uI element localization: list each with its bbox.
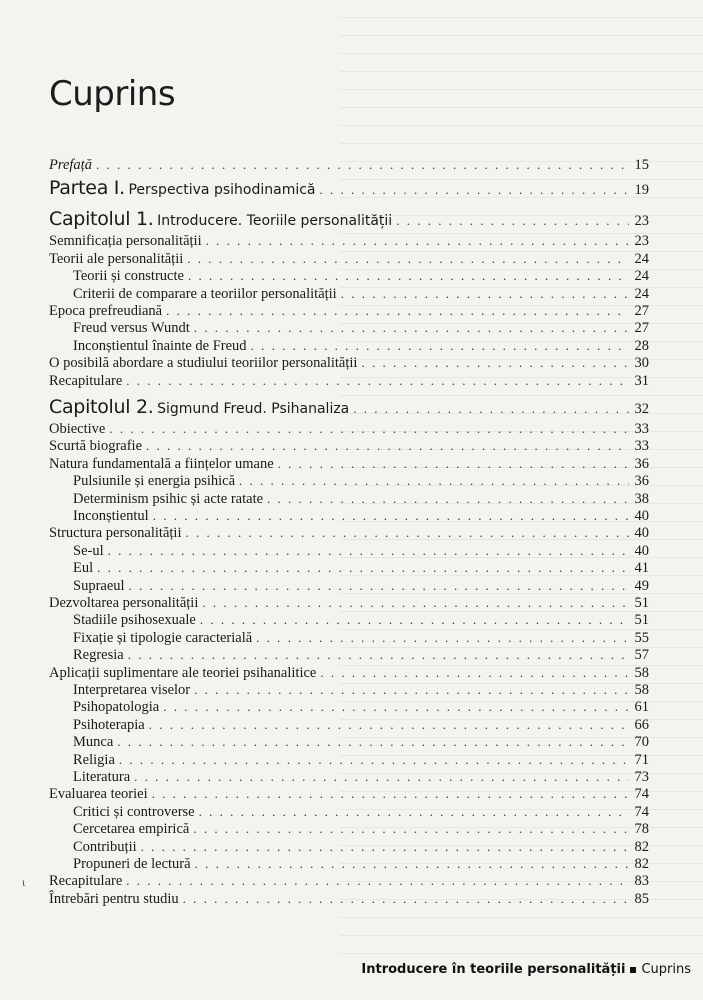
dot-leader — [185, 524, 629, 542]
toc-entry-label: Structura personalității — [49, 525, 182, 542]
toc-entry-label — [49, 398, 349, 418]
toc-entry[interactable] — [49, 232, 649, 250]
toc-page-number: 24 — [634, 250, 649, 267]
toc-entry[interactable] — [49, 559, 649, 577]
toc-entry-label: Psihoterapia — [73, 716, 145, 733]
dot-leader — [202, 594, 629, 612]
toc-entry-label: Se-ul — [73, 542, 104, 559]
toc-page-number: 51 — [634, 612, 649, 629]
toc-entry-label: Freud versus Wundt — [73, 320, 190, 337]
dot-leader — [194, 681, 629, 699]
dot-leader — [152, 785, 629, 803]
toc-entry-label: Aplicații suplimentare ale teoriei psihanalitice — [49, 664, 317, 681]
toc-page-number: 40 — [634, 525, 649, 542]
toc-heading-number: Capitolul 1. — [49, 208, 154, 231]
toc-entry-label — [49, 210, 392, 230]
dot-leader — [166, 302, 629, 320]
toc-entry[interactable] — [49, 398, 649, 418]
dot-leader — [128, 646, 629, 664]
toc-page-number: 23 — [634, 213, 649, 230]
toc-entry[interactable] — [49, 890, 649, 908]
toc-page-number: 33 — [634, 421, 649, 437]
dot-leader — [129, 577, 629, 595]
toc-entry-label: Inconștientul — [73, 508, 149, 524]
dot-leader — [149, 716, 629, 734]
toc-entry[interactable] — [49, 751, 649, 769]
toc-entry[interactable] — [49, 179, 649, 199]
dot-leader — [141, 838, 629, 856]
dot-leader — [146, 437, 629, 455]
toc-entry[interactable] — [49, 542, 649, 560]
toc-page-number: 82 — [634, 856, 649, 872]
toc-page-number: 27 — [634, 320, 649, 337]
dot-leader — [361, 354, 629, 372]
toc-entry-label: Interpretarea viselor — [73, 682, 191, 698]
toc-page-number: 51 — [634, 595, 649, 611]
toc-entry-label: Semnificația personalității — [49, 233, 202, 250]
toc-page-number: 23 — [634, 233, 649, 250]
footer-section-name: Cuprins — [641, 962, 691, 977]
toc-page-number: 66 — [634, 716, 649, 733]
toc-page-number: 85 — [634, 890, 649, 907]
dot-leader — [193, 820, 629, 838]
toc-page-number: 19 — [634, 182, 649, 199]
toc-entry[interactable] — [49, 820, 649, 838]
toc-page-number: 58 — [634, 664, 649, 681]
toc-entry[interactable] — [49, 838, 649, 856]
dot-leader — [267, 490, 629, 508]
toc-entry[interactable] — [49, 210, 649, 230]
dot-leader — [134, 768, 629, 786]
toc-entry[interactable] — [49, 664, 649, 682]
toc-entry-label: Stadiile psihosexuale — [73, 612, 196, 629]
toc-entry[interactable] — [49, 681, 649, 699]
toc-page-number: 49 — [634, 577, 649, 594]
toc-page-number: 41 — [634, 560, 649, 577]
toc-page-number: 28 — [634, 337, 649, 354]
toc-entry-label: Supraeul — [73, 577, 125, 594]
toc-page-number: 31 — [634, 372, 649, 389]
dot-leader — [251, 337, 629, 355]
toc-entry[interactable] — [49, 803, 649, 821]
margin-mark: ι — [22, 875, 26, 889]
toc-page-number: 27 — [634, 303, 649, 319]
toc-entry-label: Prefață — [49, 157, 92, 173]
toc-entry[interactable] — [49, 524, 649, 542]
toc-entry-label: Cercetarea empirică — [73, 821, 190, 838]
toc-page-number: 30 — [634, 355, 649, 372]
toc-page-number: 82 — [634, 838, 649, 855]
toc-entry[interactable] — [49, 319, 649, 337]
toc-entry[interactable] — [49, 872, 649, 890]
toc-entry[interactable] — [49, 577, 649, 595]
toc-entry[interactable] — [49, 785, 649, 803]
toc-heading-title: Perspectiva psihodinamică — [128, 182, 316, 199]
toc-entry-label: Teorii ale personalității — [49, 250, 184, 267]
toc-heading-title: Introducere. Teoriile personalității — [157, 213, 393, 230]
toc-heading-number: Capitolul 2. — [49, 396, 154, 418]
toc-entry[interactable] — [49, 267, 649, 285]
toc-entry-label — [49, 179, 316, 199]
toc-page-number: 83 — [634, 873, 649, 890]
toc-entry[interactable] — [49, 420, 649, 438]
toc-entry-label: Evaluarea teoriei — [49, 786, 148, 803]
toc-entry-label: Scurtă biografie — [49, 438, 143, 455]
toc-entry-label: Recapitulare — [49, 873, 123, 890]
toc-entry-label: Psihopatologia — [73, 699, 160, 716]
dot-leader — [126, 372, 629, 390]
toc-entry-label: Obiective — [49, 421, 106, 437]
toc-page-number: 57 — [634, 647, 649, 664]
toc-entry[interactable] — [49, 716, 649, 734]
toc-entry[interactable] — [49, 629, 649, 647]
dot-leader — [194, 319, 629, 337]
toc-entry[interactable] — [49, 337, 649, 355]
toc-entry[interactable] — [49, 611, 649, 629]
dot-leader — [199, 803, 629, 821]
dot-leader — [108, 542, 629, 560]
dot-leader — [117, 733, 629, 751]
toc-entry[interactable] — [49, 372, 649, 390]
square-separator-icon — [630, 967, 636, 973]
toc-page-number: 38 — [634, 490, 649, 507]
dot-leader — [109, 420, 629, 438]
toc-entry-label: Religia — [73, 751, 115, 768]
toc-page-number: 78 — [634, 821, 649, 838]
toc-entry-label: Pulsiunile și energia psihică — [73, 473, 236, 490]
toc-page-number: 32 — [634, 401, 649, 417]
page-title: Cuprins — [49, 74, 176, 114]
footer-book-title: Introducere în teoriile personalității — [361, 962, 626, 977]
toc-entry-label: Inconștientul înainte de Freud — [73, 337, 247, 354]
dot-leader — [239, 472, 629, 490]
toc-page-number: 74 — [634, 786, 649, 803]
toc-page-number: 40 — [634, 508, 649, 524]
toc-entry[interactable] — [49, 768, 649, 786]
dot-leader — [341, 285, 629, 303]
dot-leader — [119, 751, 629, 769]
toc-page-number: 71 — [634, 751, 649, 768]
toc-heading-title: Sigmund Freud. Psihanaliza — [157, 401, 350, 417]
toc-entry[interactable] — [49, 354, 649, 372]
toc-entry-label: Criterii de comparare a teoriilor personalității — [73, 285, 337, 302]
toc-entry[interactable] — [49, 733, 649, 751]
toc-entry-label: Contribuții — [73, 838, 137, 855]
dot-leader — [183, 890, 629, 908]
dot-leader — [353, 400, 629, 418]
toc-entry-label: Eul — [73, 560, 94, 577]
dot-leader — [153, 507, 629, 525]
dot-leader — [200, 611, 629, 629]
toc-page-number: 70 — [634, 734, 649, 751]
toc-entry-label: Fixație și tipologie caracterială — [73, 629, 253, 646]
toc-entry[interactable] — [49, 285, 649, 303]
toc-entry[interactable] — [49, 855, 649, 873]
toc-entry[interactable] — [49, 455, 649, 473]
dot-leader — [396, 212, 629, 230]
toc-entry[interactable] — [49, 594, 649, 612]
toc-page-number: 58 — [634, 682, 649, 698]
dot-leader — [278, 455, 629, 473]
dot-leader — [126, 872, 629, 890]
toc-entry-label: Epoca prefreudiană — [49, 303, 163, 319]
toc-entry-label: Dezvoltarea personalității — [49, 595, 199, 611]
toc-entry-label: Recapitulare — [49, 372, 123, 389]
toc-entry[interactable] — [49, 490, 649, 508]
toc-entry-label: Propuneri de lectură — [73, 856, 191, 872]
toc-page-number: 15 — [634, 157, 649, 173]
toc-heading-number: Partea I. — [49, 177, 125, 200]
toc-entry-label: O posibilă abordare a studiului teoriilor personalității — [49, 355, 358, 372]
dot-leader — [195, 855, 629, 873]
toc-entry[interactable] — [49, 507, 649, 525]
toc-page-number: 55 — [634, 629, 649, 646]
dot-leader — [320, 181, 630, 199]
toc-entry[interactable] — [49, 437, 649, 455]
toc-entry-label: Teorii și constructe — [73, 268, 184, 285]
toc-entry-label: Critici și controverse — [73, 803, 195, 820]
toc-entry[interactable] — [49, 698, 649, 716]
dot-leader — [320, 664, 629, 682]
toc-entry[interactable] — [49, 250, 649, 268]
toc-entry[interactable] — [49, 156, 649, 174]
toc-entry-label: Natura fundamentală a ființelor umane — [49, 455, 274, 472]
toc-entry[interactable] — [49, 302, 649, 320]
toc-entry-label: Determinism psihic și acte ratate — [73, 490, 264, 507]
toc-page-number: 61 — [634, 699, 649, 716]
dot-leader — [97, 559, 629, 577]
toc-entry[interactable] — [49, 646, 649, 664]
toc-page-number: 40 — [634, 542, 649, 559]
toc-entry[interactable] — [49, 472, 649, 490]
toc-entry-label: Literatura — [73, 769, 131, 785]
toc-entry-label: Munca — [73, 734, 114, 751]
running-footer — [361, 962, 691, 977]
dot-leader — [187, 250, 629, 268]
toc-entry-label: Întrebări pentru studiu — [49, 890, 179, 907]
toc-page-number: 33 — [634, 438, 649, 455]
dot-leader — [96, 156, 629, 174]
dot-leader — [206, 232, 629, 250]
dot-leader — [256, 629, 629, 647]
dot-leader — [188, 267, 629, 285]
toc-entry-label: Regresia — [73, 647, 124, 664]
toc-page-number: 73 — [634, 769, 649, 785]
toc-page-number: 36 — [634, 473, 649, 490]
toc-page-number: 24 — [634, 268, 649, 285]
toc-page-number: 74 — [634, 803, 649, 820]
dot-leader — [163, 698, 629, 716]
toc-page-number: 24 — [634, 285, 649, 302]
toc-page-number: 36 — [634, 455, 649, 472]
